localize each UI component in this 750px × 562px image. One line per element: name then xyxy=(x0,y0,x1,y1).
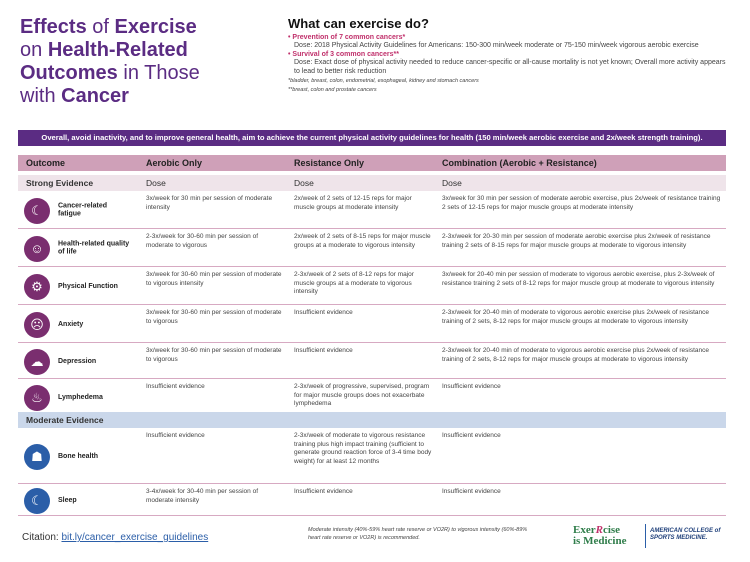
footnote-prevention: *bladder, breast, colon, endometrial, esophageal, kidney and stomach cancers xyxy=(288,78,479,84)
outcome-name: Sleep xyxy=(58,496,77,504)
survival-point: • Survival of 3 common cancers** xyxy=(288,51,399,58)
combination-cell: 2-3x/week for 20-40 min of moderate to vigorous aerobic exercise plus 2x/week of resistance training of 2 sets, 8-12 reps for major muscle groups at moderate to vigorous intensity xyxy=(442,347,709,363)
aerobic-cell: 3x/week for 30-60 min per session of moderate to vigorous xyxy=(146,309,282,325)
dose-label: Dose xyxy=(442,178,462,188)
quality-of-life-icon: ☺ xyxy=(24,236,50,262)
sleep-icon: ☾ xyxy=(24,488,50,514)
table-row xyxy=(18,193,726,229)
citation-label: Citation: xyxy=(22,532,62,543)
bone-health-icon: ☗ xyxy=(24,444,50,470)
footer xyxy=(18,522,726,556)
outcome-name: Physical Function xyxy=(58,282,118,290)
aerobic-cell: Insufficient evidence xyxy=(146,383,205,390)
outcome-name: Depression xyxy=(58,357,97,365)
aerobic-cell: 3x/week for 30-60 min per session of moderate to vigorous intensity xyxy=(146,271,282,287)
prevention-dose: Dose: 2018 Physical Activity Guidelines for Americans: 150-300 min/week moderate or 75-150 min/week vigorous aerobic exercise xyxy=(294,42,699,49)
intensity-note: Moderate intensity (40%-59% heart rate reserve or VO2R) to vigorous intensity (60%-89% heart rate reserve or VO2R) is recommended. xyxy=(308,527,528,541)
what-can-exercise-do-box xyxy=(288,16,728,94)
col-resistance: Resistance Only xyxy=(294,158,365,168)
moderate-evidence-label: Moderate Evidence xyxy=(26,415,104,425)
col-aerobic: Aerobic Only xyxy=(146,158,203,168)
outcome-name: Lymphedema xyxy=(58,393,103,401)
outcome-name: Anxiety xyxy=(58,320,84,328)
outcome-name: Health-related quality of life xyxy=(58,240,130,256)
exercise-is-medicine-logo: ExerRcise is Medicine xyxy=(573,524,627,547)
lymphedema-icon: ♨ xyxy=(24,385,50,411)
acsm-logo: AMERICAN COLLEGE of SPORTS MEDICINE. xyxy=(650,528,721,541)
table-row xyxy=(18,269,726,305)
table-row xyxy=(18,486,726,516)
resistance-cell: 2-3x/week of moderate to vigorous resistance training plus high impact training (sufficient to generate ground reaction force of 3-4 time body weight) for at least 12 months xyxy=(294,432,432,465)
infographic-sheet xyxy=(12,10,730,556)
resistance-cell: Insufficient evidence xyxy=(294,488,353,495)
resistance-cell: 2-3x/week of 2 sets of 8-12 reps for major muscle groups at a moderate to vigorous intensity xyxy=(294,271,414,296)
table-row xyxy=(18,430,726,484)
table-row xyxy=(18,345,726,379)
combination-cell: Insufficient evidence xyxy=(442,383,501,390)
col-combination: Combination (Aerobic + Resistance) xyxy=(442,158,597,168)
combination-cell: Insufficient evidence xyxy=(442,432,501,439)
combination-cell: 3x/week for 30 min per session of moderate aerobic exercise, plus 2x/week of resistance training 2 sets of 12-15 reps for major muscle groups at moderate intensity xyxy=(442,195,721,211)
physical-function-icon: ⚙ xyxy=(24,274,50,300)
guideline-banner: Overall, avoid inactivity, and to improve general health, aim to achieve the current physical activity guidelines for health (150 min/week aerobic exercise and 2x/week strength training). xyxy=(18,130,726,146)
citation xyxy=(22,532,208,543)
citation-link[interactable]: bit.ly/cancer_exercise_guidelines xyxy=(61,532,209,543)
dose-label: Dose xyxy=(146,178,166,188)
aerobic-cell: 3x/week for 30-60 min per session of moderate to vigorous xyxy=(146,347,282,363)
anxiety-icon: ☹ xyxy=(24,312,50,338)
table-row xyxy=(18,307,726,343)
resistance-cell: Insufficient evidence xyxy=(294,309,353,316)
aerobic-cell: 2-3x/week for 30-60 min per session of moderate to vigorous xyxy=(146,233,258,249)
combination-cell: 3x/week for 20-40 min per session of moderate to vigorous aerobic exercise, plus 2-3x/week of resistance training 2 sets of 8-12 reps for major muscle group at moderate to vigorous intensity xyxy=(442,271,715,287)
logo-divider xyxy=(645,524,646,548)
section-heading: What can exercise do? xyxy=(288,16,429,31)
depression-icon: ☁ xyxy=(24,349,50,375)
page-title: Effects of Exercise on Health-Related Outcomes in Those with Cancer xyxy=(20,16,200,107)
strong-evidence-label: Strong Evidence xyxy=(26,178,94,188)
table-header xyxy=(18,155,726,171)
survival-dose: Dose: Exact dose of physical activity needed to reduce cancer-specific or all-cause mortality is not yet known; Overall more activity appears to lead to better risk reduction xyxy=(294,59,726,75)
resistance-cell: 2x/week of 2 sets of 8-15 reps for major muscle groups at a moderate to vigorous intensity xyxy=(294,233,431,249)
aerobic-cell: Insufficient evidence xyxy=(146,432,205,439)
combination-cell: 2-3x/week for 20-40 min of moderate to vigorous aerobic exercise plus 2x/week of resistance training of 2 sets, 8-12 reps for major muscle groups at moderate to vigorous intensity xyxy=(442,309,709,325)
strong-evidence-band xyxy=(18,175,726,191)
resistance-cell: 2x/week of 2 sets of 12-15 reps for major muscle groups at moderate intensity xyxy=(294,195,412,211)
dose-label: Dose xyxy=(294,178,314,188)
table-row xyxy=(18,381,726,415)
combination-cell: 2-3x/week for 20-30 min per session of moderate aerobic exercise plus 2x/week of resistance training 2 sets of 8-15 reps for major muscle groups at moderate to vigorous intensity xyxy=(442,233,711,249)
table-row xyxy=(18,231,726,267)
outcome-name: Bone health xyxy=(58,452,99,460)
fatigue-icon: ☾ xyxy=(24,198,50,224)
footnote-survival: **breast, colon and prostate cancers xyxy=(288,87,377,93)
resistance-cell: Insufficient evidence xyxy=(294,347,353,354)
resistance-cell: 2-3x/week of progressive, supervised, program for major muscle groups does not exacerbate lymphedema xyxy=(294,383,430,408)
moderate-evidence-band xyxy=(18,412,726,428)
prevention-point: • Prevention of 7 common cancers* xyxy=(288,34,406,41)
aerobic-cell: 3x/week for 30 min per session of moderate intensity xyxy=(146,195,273,211)
outcome-name: Cancer-related fatigue xyxy=(58,202,108,218)
col-outcome: Outcome xyxy=(26,158,66,168)
combination-cell: Insufficient evidence xyxy=(442,488,501,495)
aerobic-cell: 3-4x/week for 30-40 min per session of moderate intensity xyxy=(146,488,258,504)
